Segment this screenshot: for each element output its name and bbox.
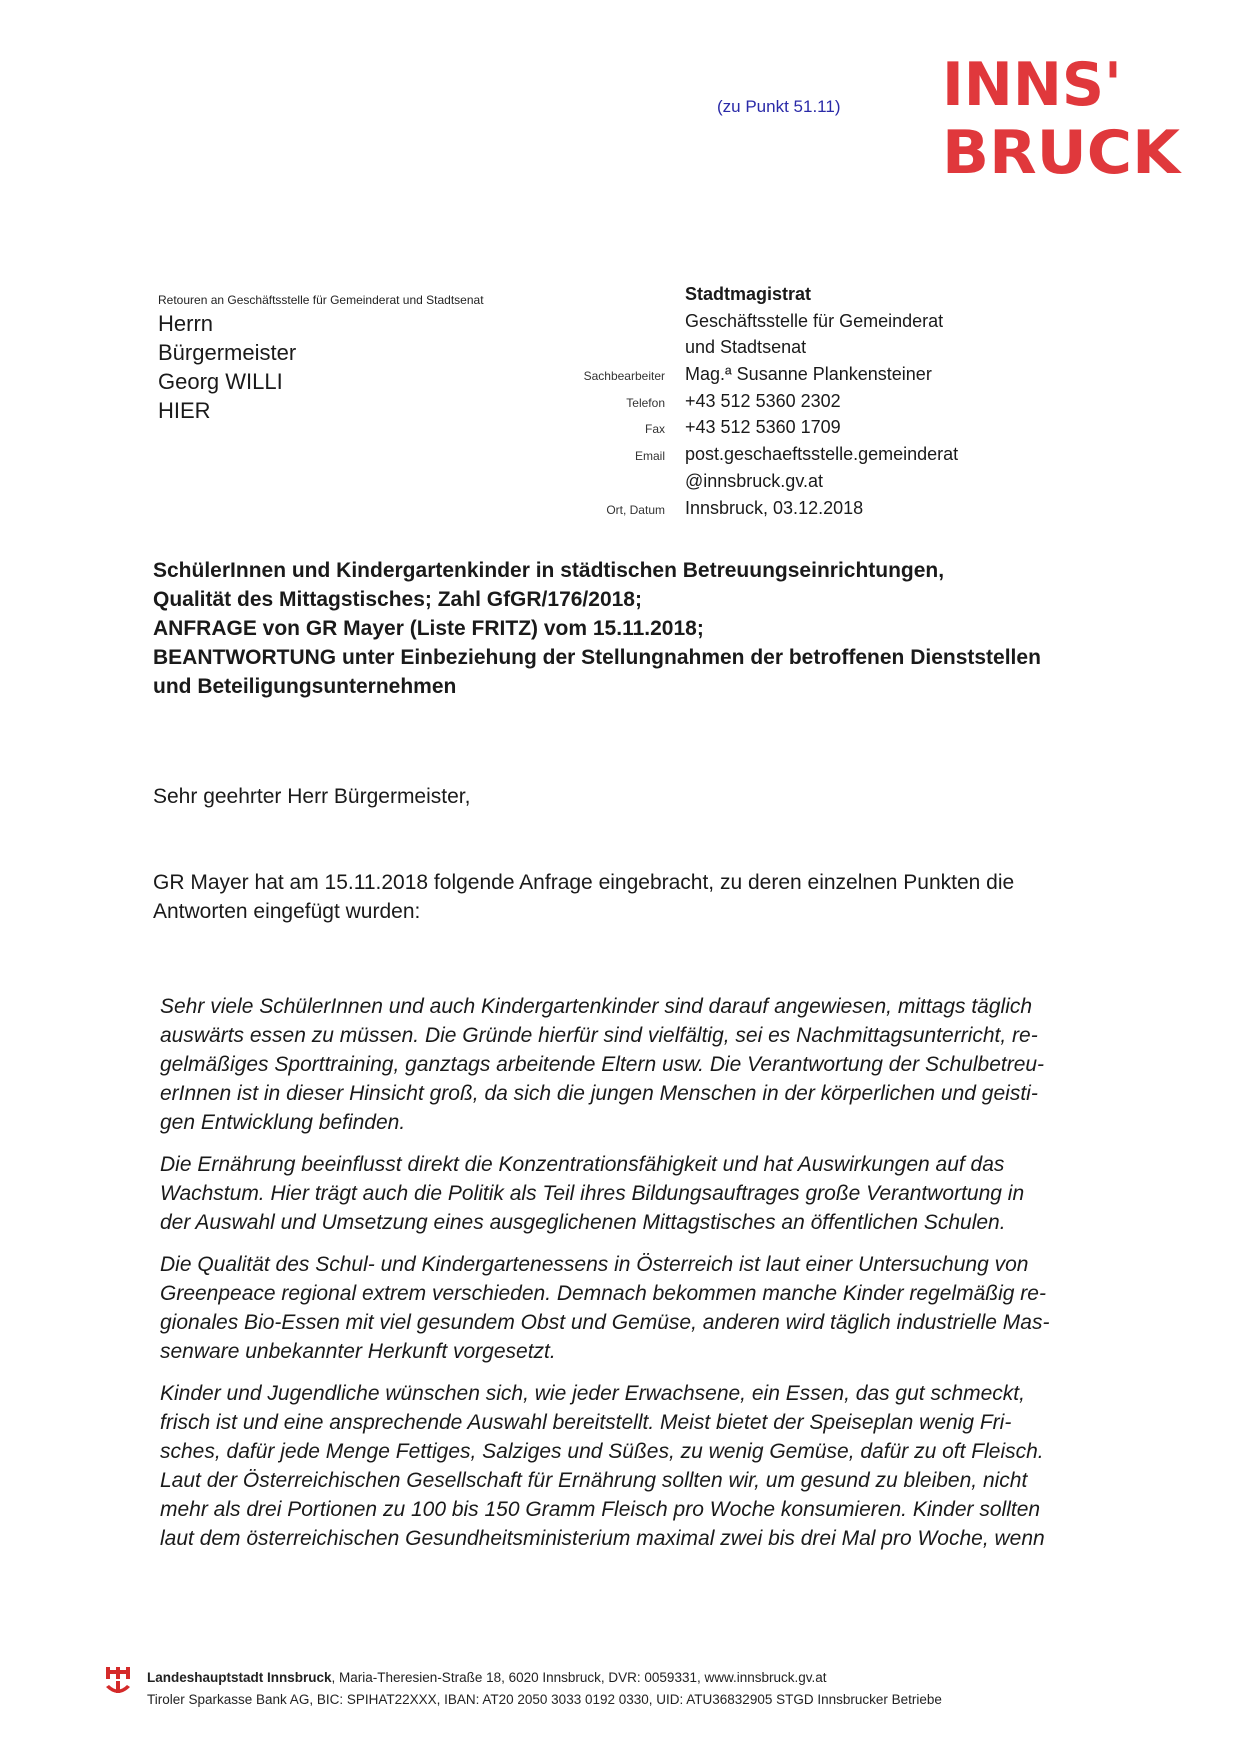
sender-value: post.geschaeftsstelle.gemeinderat bbox=[685, 444, 959, 465]
quote-line: der Auswahl und Umsetzung eines ausgeglichenen Mittagstisches an öffentlichen Schulen. bbox=[160, 1211, 1006, 1234]
sender-value: Stadtmagistrat bbox=[685, 284, 812, 304]
quote-line: Kinder und Jugendliche wünschen sich, wie jeder Erwachsene, ein Essen, das gut schmeckt, bbox=[160, 1382, 1025, 1405]
sender-row bbox=[560, 417, 958, 444]
logo-line-1: INNS' bbox=[942, 55, 1122, 120]
quote-line: erInnen ist in dieser Hinsicht groß, da sich die jungen Menschen in der körperlichen und geisti- bbox=[160, 1082, 1038, 1105]
sender-row bbox=[560, 444, 958, 471]
sender-row bbox=[560, 364, 958, 391]
sender-label: Ort, Datum bbox=[606, 502, 665, 517]
sender-row bbox=[560, 311, 958, 338]
subject-line: ANFRAGE von GR Mayer (Liste FRITZ) vom 15.11.2018; bbox=[153, 617, 704, 640]
subject-line: BEANTWORTUNG unter Einbeziehung der Stellungnahmen der betroffenen Dienststellen bbox=[153, 646, 1041, 669]
recipient-line: Georg WILLI bbox=[158, 369, 283, 394]
sender-label: Email bbox=[634, 449, 665, 464]
sender-row bbox=[560, 498, 958, 525]
quote-line: senware unbekannter Herkunft vorgesetzt. bbox=[160, 1340, 556, 1363]
recipient-line: Bürgermeister bbox=[158, 340, 297, 365]
footer-line bbox=[147, 1689, 942, 1711]
sender-value: Innsbruck, 03.12.2018 bbox=[685, 497, 864, 518]
quote-line: frisch ist und eine ansprechende Auswahl bereitstellt. Meist bietet der Speiseplan wenig Fri- bbox=[160, 1411, 1012, 1434]
sender-value: Mag.ª Susanne Plankensteiner bbox=[685, 364, 932, 385]
quote-line: auswärts essen zu müssen. Die Gründe hierfür sind vielfältig, sei es Nachmittagsunterricht, re- bbox=[160, 1024, 1038, 1047]
return-address-note: Retouren an Geschäftsstelle für Gemeinderat und Stadtsenat bbox=[158, 293, 484, 307]
subject-line: und Beteiligungsunternehmen bbox=[153, 675, 457, 698]
sender-label: Fax bbox=[644, 422, 665, 437]
sender-value: Geschäftsstelle für Gemeinderat bbox=[685, 310, 944, 331]
quote-line: mehr als drei Portionen zu 100 bis 150 Gramm Fleisch pro Woche konsumieren. Kinder sollten bbox=[160, 1498, 1041, 1521]
quote-line: Wachstum. Hier trägt auch die Politik als Teil ihres Bildungsauftrages große Verantwortung in bbox=[160, 1182, 1025, 1205]
footer-bank-details: Tiroler Sparkasse Bank AG, BIC: SPIHAT22XXX, IBAN: AT20 2050 3033 0192 0330, UID: ATU36832905 STGD Innsbrucker Betriebe bbox=[147, 1692, 942, 1707]
quote-line: gelmäßiges Sporttraining, ganztags arbeitende Eltern usw. Die Verantwortung der Schulbetreu- bbox=[160, 1053, 1045, 1076]
recipient-address bbox=[158, 309, 296, 425]
letter-subject bbox=[153, 556, 1153, 701]
innsbruck-logo bbox=[940, 55, 1190, 180]
quote-line: gionales Bio-Essen mit viel gesundem Obst und Gemüse, anderen wird täglich industrielle Mas- bbox=[160, 1311, 1050, 1334]
footer-org-name: Landeshauptstadt Innsbruck bbox=[147, 1670, 332, 1685]
quote-line: Laut der Österreichischen Gesellschaft für Ernährung sollten wir, um gesund zu bleiben, nicht bbox=[160, 1469, 1028, 1492]
sender-value: +43 512 5360 1709 bbox=[685, 417, 841, 438]
agenda-reference: (zu Punkt 51.11) bbox=[717, 97, 841, 116]
quote-line: Greenpeace regional extrem verschieden. Demnach bekommen manche Kinder regelmäßig re- bbox=[160, 1282, 1046, 1305]
sender-value: +43 512 5360 2302 bbox=[685, 390, 841, 411]
sender-label: Telefon bbox=[626, 395, 665, 410]
recipient-line: HIER bbox=[158, 398, 211, 423]
quote-line: Sehr viele SchülerInnen und auch Kindergartenkinder sind darauf angewiesen, mittags täglich bbox=[160, 995, 1033, 1018]
quote-line: Die Qualität des Schul- und Kindergartenessens in Österreich ist laut einer Untersuchung von bbox=[160, 1253, 1029, 1276]
innsbruck-coat-of-arms-icon bbox=[103, 1665, 133, 1701]
quote-line: laut dem österreichischen Gesundheitsministerium maximal zwei bis drei Mal pro Woche, wenn bbox=[160, 1527, 1045, 1550]
subject-line: SchülerInnen und Kindergartenkinder in städtischen Betreuungseinrichtungen, bbox=[153, 559, 945, 582]
sender-row bbox=[560, 471, 958, 498]
sender-value: und Stadtsenat bbox=[685, 337, 807, 358]
recipient-line: Herrn bbox=[158, 311, 214, 336]
sender-value: @innsbruck.gv.at bbox=[685, 470, 823, 491]
logo-line-2: BRUCK bbox=[942, 118, 1183, 180]
salutation: Sehr geehrter Herr Bürgermeister, bbox=[153, 785, 471, 808]
intro-paragraph bbox=[153, 868, 1143, 926]
quote-line: Die Ernährung beeinflusst direkt die Konzentrationsfähigkeit und hat Auswirkungen auf das bbox=[160, 1153, 1005, 1176]
footer-address: , Maria-Theresien-Straße 18, 6020 Innsbruck, DVR: 0059331, www.innsbruck.gv.at bbox=[331, 1670, 827, 1685]
page-footer bbox=[147, 1667, 942, 1711]
sender-label: Sachbearbeiter bbox=[583, 369, 665, 384]
sender-row bbox=[560, 284, 958, 311]
sender-row bbox=[560, 337, 958, 364]
quote-line: gen Entwicklung befinden. bbox=[160, 1111, 406, 1134]
footer-line bbox=[147, 1667, 942, 1689]
sender-row bbox=[560, 391, 958, 418]
sender-info-block bbox=[560, 284, 958, 524]
subject-line: Qualität des Mittagstisches; Zahl GfGR/176/2018; bbox=[153, 588, 642, 611]
intro-line: GR Mayer hat am 15.11.2018 folgende Anfrage eingebracht, zu deren einzelnen Punkten die bbox=[153, 871, 1015, 894]
intro-line: Antworten eingefügt wurden: bbox=[153, 900, 421, 923]
quote-line: sches, dafür jede Menge Fettiges, Salziges und Süßes, zu wenig Gemüse, dafür zu oft Fleisch. bbox=[160, 1440, 1044, 1463]
inquiry-quote bbox=[160, 979, 1140, 1566]
